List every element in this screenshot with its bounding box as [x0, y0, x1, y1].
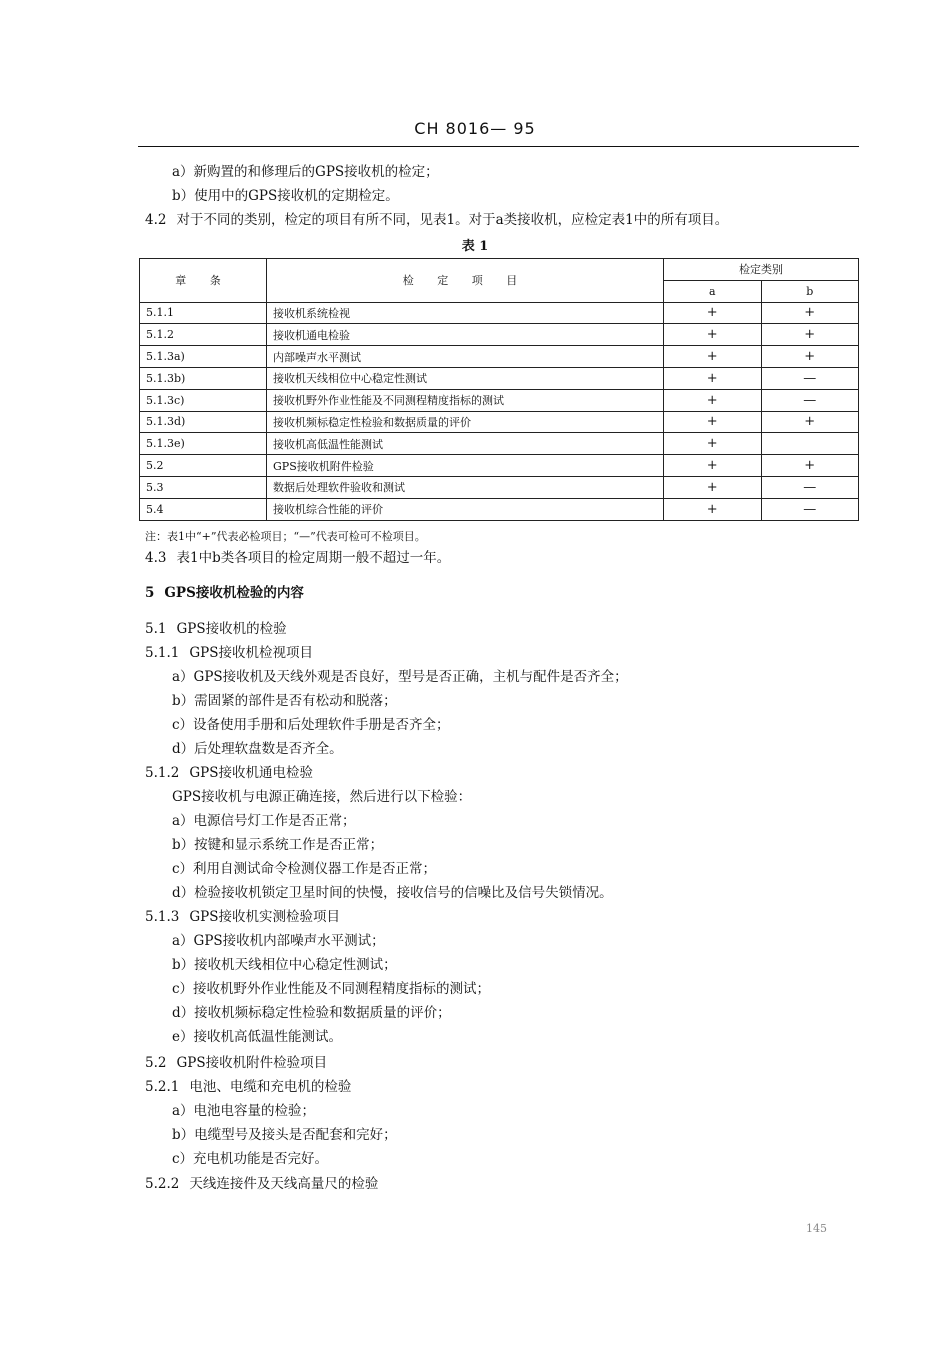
- table-row: [140, 302, 859, 324]
- list-item: b）接收机天线相位中心稳定性测试；: [172, 957, 397, 973]
- list-item: a）电源信号灯工作是否正常；: [172, 813, 356, 829]
- clause-5-1: [145, 620, 287, 638]
- list-item: c）充电机功能是否完好。: [172, 1151, 329, 1167]
- clause-text: 天线连接件及天线高量尺的检验: [189, 1176, 379, 1192]
- clause-5-1-3: [145, 908, 340, 926]
- list-item: c）利用自测试命令检测仪器工作是否正常；: [172, 861, 437, 877]
- row-a: +: [664, 346, 762, 368]
- list-item: b）电缆型号及接头是否配套和完好；: [172, 1127, 397, 1143]
- row-b: +: [761, 346, 859, 368]
- row-item: GPS接收机附件检验: [267, 455, 664, 477]
- intro-item-b: b）使用中的GPS接收机的定期检定。: [172, 188, 399, 204]
- intro-item-a: a）新购置的和修理后的GPS接收机的检定；: [172, 164, 439, 180]
- clause-text: GPS接收机通电检验: [189, 765, 313, 781]
- list-item: a）GPS接收机及天线外观是否良好，型号是否正确，主机与配件是否齐全；: [172, 669, 628, 685]
- list-item: e）接收机高低温性能测试。: [172, 1029, 342, 1045]
- row-b: —: [761, 498, 859, 520]
- clause-text: GPS接收机附件检验项目: [176, 1055, 328, 1071]
- table-row: [140, 498, 859, 520]
- row-section: 5.1.3d): [140, 411, 267, 433]
- row-item: 接收机高低温性能测试: [267, 433, 664, 455]
- section-number: 5: [145, 585, 155, 601]
- header-section: 章 条: [140, 259, 267, 303]
- row-b: +: [761, 302, 859, 324]
- header-category: 检定类别: [664, 259, 859, 281]
- row-b: —: [761, 389, 859, 411]
- row-a: +: [664, 411, 762, 433]
- clause-text: 电池、电缆和充电机的检验: [189, 1079, 352, 1095]
- table-title: 表 1: [461, 239, 489, 254]
- list-item: a）电池电容量的检验；: [172, 1103, 316, 1119]
- row-a: +: [664, 498, 762, 520]
- clause-number: 5.2.2: [145, 1176, 180, 1192]
- page-number: 145: [806, 1222, 827, 1235]
- row-b: +: [761, 411, 859, 433]
- clause-4-2: [145, 211, 728, 229]
- row-section: 5.2: [140, 455, 267, 477]
- clause-5-1-1: [145, 644, 313, 662]
- row-item: 数据后处理软件验收和测试: [267, 476, 664, 498]
- row-a: +: [664, 367, 762, 389]
- row-item: 接收机通电检验: [267, 324, 664, 346]
- clause-5-1-2: [145, 764, 313, 782]
- row-section: 5.1.2: [140, 324, 267, 346]
- table-row: [140, 411, 859, 433]
- row-b: [761, 433, 859, 455]
- header-rule: [138, 146, 859, 147]
- clause-number: 5.2.1: [145, 1079, 180, 1095]
- row-a: +: [664, 389, 762, 411]
- row-section: 5.1.3c): [140, 389, 267, 411]
- header-a: a: [664, 280, 762, 302]
- header-item: 检 定 项 目: [267, 259, 664, 303]
- row-section: 5.1.3a): [140, 346, 267, 368]
- row-item: 内部噪声水平测试: [267, 346, 664, 368]
- row-section: 5.1.1: [140, 302, 267, 324]
- section-title: GPS接收机检验的内容: [164, 585, 304, 601]
- row-section: 5.1.3e): [140, 433, 267, 455]
- row-b: +: [761, 324, 859, 346]
- standard-code-header: CH 8016— 95: [414, 119, 536, 138]
- row-a: +: [664, 455, 762, 477]
- list-item: c）接收机野外作业性能及不同测程精度指标的测试；: [172, 981, 491, 997]
- list-item: b）需固紧的部件是否有松动和脱落；: [172, 693, 397, 709]
- list-item: d）后处理软盘数是否齐全。: [172, 741, 343, 757]
- row-b: —: [761, 367, 859, 389]
- clause-number: 4.2: [145, 212, 167, 228]
- table-row: [140, 455, 859, 477]
- row-section: 5.4: [140, 498, 267, 520]
- row-a: +: [664, 302, 762, 324]
- header-b: b: [761, 280, 859, 302]
- row-item: 接收机野外作业性能及不同测程精度指标的测试: [267, 389, 664, 411]
- row-item: 接收机综合性能的评价: [267, 498, 664, 520]
- list-item: c）设备使用手册和后处理软件手册是否齐全；: [172, 717, 450, 733]
- clause-number: 5.2: [145, 1055, 167, 1071]
- clause-number: 5.1.1: [145, 645, 180, 661]
- clause-text: GPS接收机检视项目: [189, 645, 313, 661]
- row-item: 接收机天线相位中心稳定性测试: [267, 367, 664, 389]
- table-row: [140, 367, 859, 389]
- clause-5-2-2: [145, 1175, 378, 1193]
- row-item: 接收机系统检视: [267, 302, 664, 324]
- row-section: 5.1.3b): [140, 367, 267, 389]
- table-note: 注：表1中“+”代表必检项目；“—”代表可检可不检项目。: [145, 530, 426, 543]
- clause-5-2-1: [145, 1078, 351, 1096]
- list-item: b）按键和显示系统工作是否正常；: [172, 837, 384, 853]
- clause-lead-text: GPS接收机与电源正确连接，然后进行以下检验：: [172, 789, 472, 805]
- row-a: +: [664, 324, 762, 346]
- clause-text: 对于不同的类别，检定的项目有所不同，见表1。对于a类接收机，应检定表1中的所有项目。: [176, 212, 729, 228]
- section-5-heading: [145, 584, 304, 602]
- row-item: 接收机频标稳定性检验和数据质量的评价: [267, 411, 664, 433]
- clause-text: GPS接收机的检验: [176, 621, 287, 637]
- clause-number: 5.1.2: [145, 765, 180, 781]
- list-item: a）GPS接收机内部噪声水平测试；: [172, 933, 385, 949]
- table-row: [140, 433, 859, 455]
- clause-4-3: [145, 549, 450, 567]
- row-a: +: [664, 433, 762, 455]
- table-row: [140, 476, 859, 498]
- table-row: [140, 324, 859, 346]
- clause-number: 4.3: [145, 550, 167, 566]
- list-item: d）检验接收机锁定卫星时间的快慢，接收信号的信噪比及信号失锁情况。: [172, 885, 613, 901]
- clause-5-2: [145, 1054, 327, 1072]
- row-section: 5.3: [140, 476, 267, 498]
- table-row: [140, 346, 859, 368]
- clause-text: GPS接收机实测检验项目: [189, 909, 340, 925]
- row-a: +: [664, 476, 762, 498]
- clause-text: 表1中b类各项目的检定周期一般不超过一年。: [176, 550, 451, 566]
- clause-number: 5.1.3: [145, 909, 180, 925]
- inspection-table: [139, 258, 859, 521]
- table-row: [140, 389, 859, 411]
- row-b: +: [761, 455, 859, 477]
- clause-number: 5.1: [145, 621, 167, 637]
- list-item: d）接收机频标稳定性检验和数据质量的评价；: [172, 1005, 451, 1021]
- row-b: —: [761, 476, 859, 498]
